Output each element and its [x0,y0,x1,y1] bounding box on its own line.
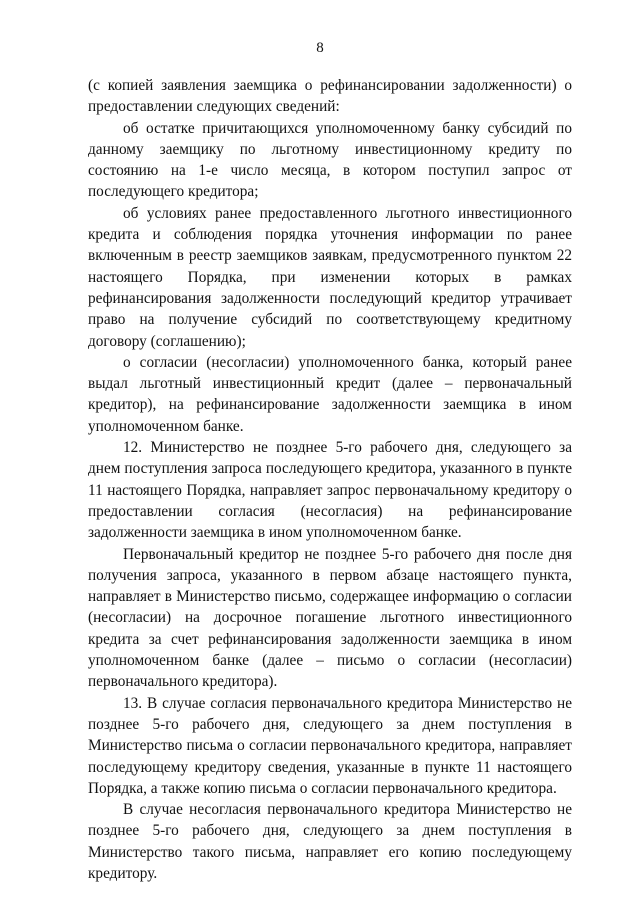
paragraph-credit-conditions: об условиях ранее предоставленного льготного инвестиционного кредита и соблюдения порядка уточнения информации по ранее включенным в реестр заемщиков заявкам, предусмотренного пунктом 22 настоящего Порядка, при изменении которых в рамках рефинансирования задолженности последующий кредитор утрачивает право на получение субсидий по соответствующему кредитному договору (соглашению); [88,204,572,350]
paragraph-clause-13: 13. В случае согласия первоначального кредитора Министерство не позднее 5-го рабочего дня, следующего за днем поступления в Министерство письма о согласии первоначального кредитора, направляет последующему кредитору сведения, указанные в пункте 11 настоящего Порядка, а также копию письма о согласии первоначального кредитора. [88,694,572,797]
page-number: 8 [316,40,324,56]
paragraph-initial-creditor-letter: Первоначальный кредитор не позднее 5-го рабочего дня после дня получения запроса, указанного в первом абзаце настоящего пункта, направляет в Министерство письмо, содержащее информацию о согласии (несогласии) на досрочное погашение льготного инвестиционного кредита за счет рефинансирования задолженности заемщика в ином уполномоченном банке (далее – письмо о согласии (несогласии) первоначального кредитора). [88,545,572,691]
paragraph-bank-consent: о согласии (несогласии) уполномоченного банка, который ранее выдал льготный инвестиционный кредит (далее – первоначальный кредитор), на рефинансирование задолженности заемщика в ином уполномоченном банке. [88,353,572,435]
paragraph-intro: (с копией заявления заемщика о рефинансировании задолженности) о предоставлении следующих сведений: [88,77,572,116]
paragraph-clause-12: 12. Министерство не позднее 5-го рабочего дня, следующего за днем поступления запроса последующего кредитора, указанного в пункте 11 настоящего Порядка, направляет запрос первоначальному кредитору о предоставлении согласия (несогласия) на рефинансирование задолженности заемщика в ином уполномоченном банке. [88,439,572,542]
paragraph-disagreement: В случае несогласия первоначального кредитора Министерство не позднее 5-го рабочего дня, следующего за днем поступления в Министерство такого письма, направляет его копию последующему кредитору. [88,801,572,882]
paragraph-subsidy-balance: об остатке причитающихся уполномоченному банку субсидий по данному заемщику по льготному инвестиционному кредиту по состоянию на 1-е число месяца, в котором поступил запрос от последующего кредитора; [88,119,572,201]
document-body [88,75,572,884]
